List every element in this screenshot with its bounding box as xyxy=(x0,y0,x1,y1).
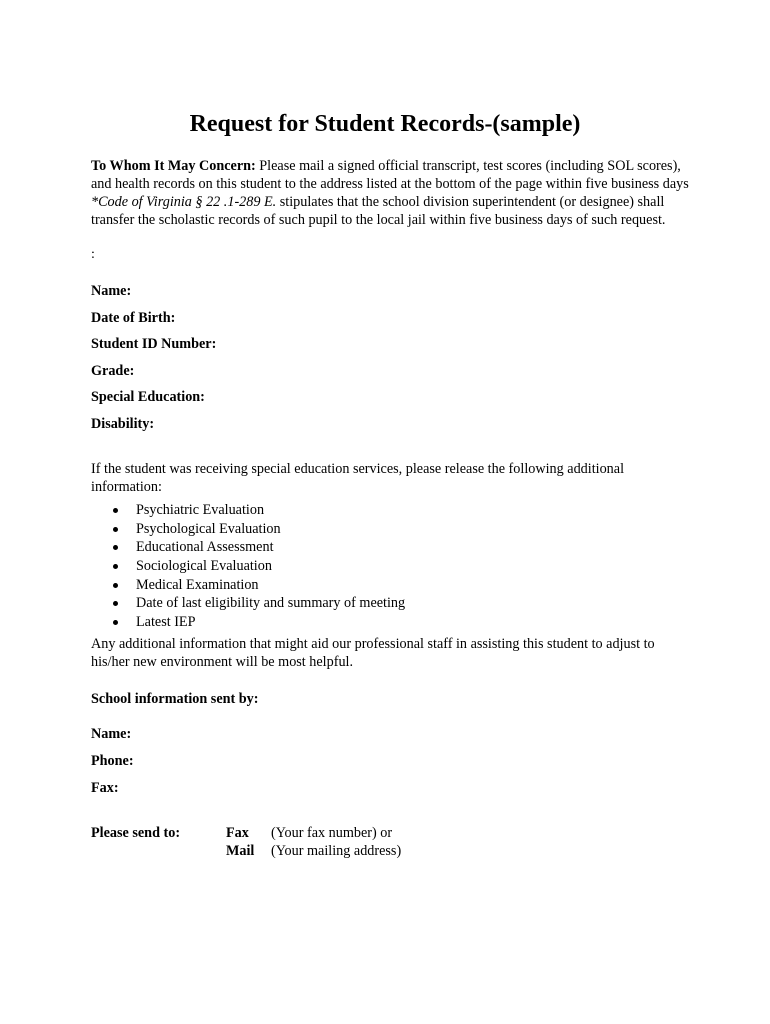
list-item-text: Psychological Evaluation xyxy=(136,520,281,537)
intro-paragraph xyxy=(91,157,691,229)
bullet-icon xyxy=(113,583,118,588)
intro-trailing-colon: : xyxy=(91,247,95,262)
special-ed-list xyxy=(91,501,405,632)
document-title: Request for Student Records-(sample) xyxy=(189,111,581,137)
school-info-heading: School information sent by: xyxy=(91,691,259,707)
list-item xyxy=(91,520,405,539)
intro-text-2: stipulates that the school division superintendent (or designee) shall transfer the scholastic records of such pupil to the local jail within five business days of such request. xyxy=(91,194,666,228)
special-ed-intro: If the student was receiving special education services, please release the following additional information: xyxy=(91,461,625,495)
fax-method-label: Fax xyxy=(226,825,249,841)
school-fax-field: Fax: xyxy=(91,780,119,796)
list-item-text: Sociological Evaluation xyxy=(136,558,272,575)
list-item xyxy=(91,538,405,557)
special-education-field: Special Education: xyxy=(91,389,205,405)
school-name-field: Name: xyxy=(91,726,132,742)
bullet-icon xyxy=(113,564,118,569)
school-phone-field: Phone: xyxy=(91,753,134,769)
list-item xyxy=(91,557,405,576)
salutation: To Whom It May Concern: xyxy=(91,158,256,174)
list-item xyxy=(91,576,405,595)
list-item-text: Latest IEP xyxy=(136,614,196,631)
send-to-label: Please send to: xyxy=(91,825,181,841)
student-grade-field: Grade: xyxy=(91,363,135,379)
mail-method-label: Mail xyxy=(226,843,255,859)
student-dob-field: Date of Birth: xyxy=(91,310,176,326)
bullet-icon xyxy=(113,545,118,550)
list-item-text: Psychiatric Evaluation xyxy=(136,502,265,518)
code-citation: *Code of Virginia § 22 .1-289 E. xyxy=(91,194,277,210)
additional-info-paragraph: Any additional information that might aid our professional staff in assisting this student to adjust to his/her new environment will be most helpful. xyxy=(91,636,655,670)
bullet-icon xyxy=(113,508,118,513)
student-name-field: Name: xyxy=(91,283,132,299)
list-item xyxy=(91,594,405,613)
send-fax-row xyxy=(226,824,392,842)
mail-method-value: (Your mailing address) xyxy=(271,843,402,859)
disability-field: Disability: xyxy=(91,416,155,432)
fax-method-value: (Your fax number) or xyxy=(271,825,393,841)
bullet-icon xyxy=(113,527,118,532)
list-item xyxy=(91,613,405,632)
send-mail-row xyxy=(226,842,401,860)
list-item xyxy=(91,501,405,520)
bullet-icon xyxy=(113,620,118,625)
intro-text-1: Please mail a signed official transcript, test scores (including SOL scores), and health records on this student to the address listed at the bottom of the page within five business days xyxy=(91,158,689,192)
bullet-icon xyxy=(113,601,118,606)
list-item-text: Date of last eligibility and summary of meeting xyxy=(136,595,406,612)
student-id-field: Student ID Number: xyxy=(91,336,217,352)
list-item-text: Medical Examination xyxy=(136,576,259,593)
list-item-text: Educational Assessment xyxy=(136,539,274,556)
